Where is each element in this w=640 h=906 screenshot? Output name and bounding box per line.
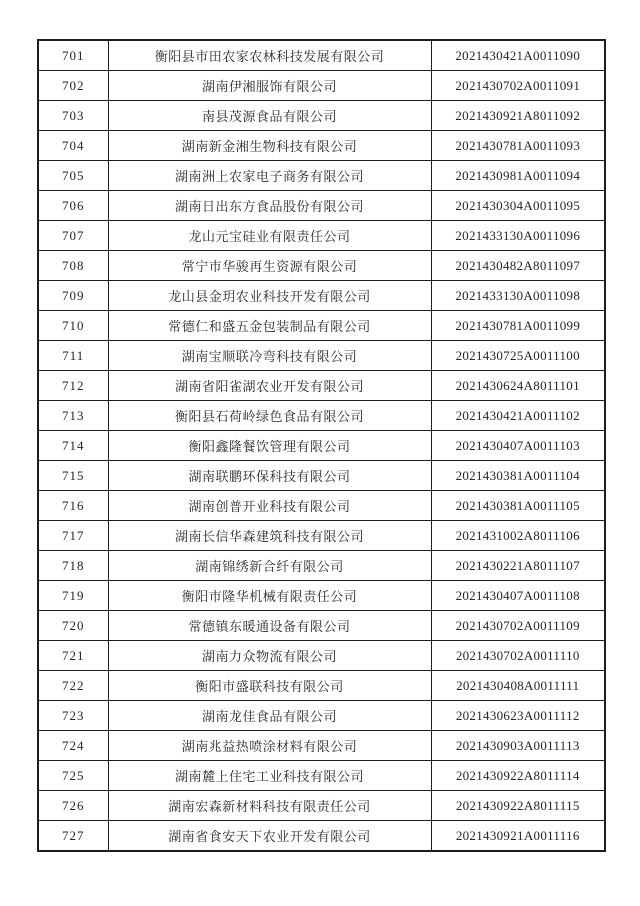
row-number-cell: 709 xyxy=(38,281,108,311)
table-row xyxy=(38,821,605,852)
company-name-cell: 南县茂源食品有限公司 xyxy=(108,101,431,131)
row-number-cell: 717 xyxy=(38,521,108,551)
table-row xyxy=(38,701,605,731)
table-row xyxy=(38,611,605,641)
table-row xyxy=(38,521,605,551)
row-number-cell: 716 xyxy=(38,491,108,521)
row-number-cell: 706 xyxy=(38,191,108,221)
registration-code-cell: 2021431002A8011106 xyxy=(431,521,605,551)
row-number-cell: 705 xyxy=(38,161,108,191)
registration-code-cell: 2021430421A0011102 xyxy=(431,401,605,431)
company-name-cell: 湖南省阳雀湖农业开发有限公司 xyxy=(108,371,431,401)
table-row xyxy=(38,131,605,161)
row-number-cell: 702 xyxy=(38,71,108,101)
registration-code-cell: 2021430921A8011092 xyxy=(431,101,605,131)
registration-code-cell: 2021430421A0011090 xyxy=(431,40,605,71)
company-name-cell: 湖南长信华森建筑科技有限公司 xyxy=(108,521,431,551)
registration-code-cell: 2021430702A0011109 xyxy=(431,611,605,641)
company-name-cell: 湖南日出东方食品股份有限公司 xyxy=(108,191,431,221)
row-number-cell: 719 xyxy=(38,581,108,611)
row-number-cell: 703 xyxy=(38,101,108,131)
row-number-cell: 708 xyxy=(38,251,108,281)
company-name-cell: 湖南新金湘生物科技有限公司 xyxy=(108,131,431,161)
table-row xyxy=(38,581,605,611)
company-name-cell: 常德仁和盛五金包装制品有限公司 xyxy=(108,311,431,341)
registration-code-cell: 2021430922A8011114 xyxy=(431,761,605,791)
table-row xyxy=(38,40,605,71)
table-row xyxy=(38,161,605,191)
company-name-cell: 湖南力众物流有限公司 xyxy=(108,641,431,671)
company-name-cell: 龙山县金玥农业科技开发有限公司 xyxy=(108,281,431,311)
table-row xyxy=(38,251,605,281)
registration-code-cell: 2021430781A0011099 xyxy=(431,311,605,341)
table-row xyxy=(38,461,605,491)
table-row xyxy=(38,371,605,401)
company-name-cell: 湖南省食安天下农业开发有限公司 xyxy=(108,821,431,852)
registration-code-cell: 2021430408A0011111 xyxy=(431,671,605,701)
table-row xyxy=(38,551,605,581)
row-number-cell: 718 xyxy=(38,551,108,581)
row-number-cell: 713 xyxy=(38,401,108,431)
registration-code-cell: 2021430921A0011116 xyxy=(431,821,605,852)
row-number-cell: 711 xyxy=(38,341,108,371)
row-number-cell: 707 xyxy=(38,221,108,251)
registration-code-cell: 2021433130A0011096 xyxy=(431,221,605,251)
company-name-cell: 常宁市华骏再生资源有限公司 xyxy=(108,251,431,281)
company-name-cell: 湖南宏森新材料科技有限责任公司 xyxy=(108,791,431,821)
company-name-cell: 衡阳县石荷岭绿色食品有限公司 xyxy=(108,401,431,431)
row-number-cell: 726 xyxy=(38,791,108,821)
row-number-cell: 725 xyxy=(38,761,108,791)
table-row xyxy=(38,221,605,251)
company-table-body xyxy=(38,40,605,851)
registration-code-cell: 2021430903A0011113 xyxy=(431,731,605,761)
registration-code-cell: 2021430781A0011093 xyxy=(431,131,605,161)
registration-code-cell: 2021430624A8011101 xyxy=(431,371,605,401)
table-row xyxy=(38,671,605,701)
row-number-cell: 715 xyxy=(38,461,108,491)
registration-code-cell: 2021430981A0011094 xyxy=(431,161,605,191)
registration-code-cell: 2021430702A0011110 xyxy=(431,641,605,671)
table-row xyxy=(38,311,605,341)
company-name-cell: 湖南龙佳食品有限公司 xyxy=(108,701,431,731)
company-name-cell: 湖南麓上住宅工业科技有限公司 xyxy=(108,761,431,791)
row-number-cell: 723 xyxy=(38,701,108,731)
table-row xyxy=(38,731,605,761)
row-number-cell: 721 xyxy=(38,641,108,671)
company-name-cell: 湖南兆益热喷涂材料有限公司 xyxy=(108,731,431,761)
table-row xyxy=(38,101,605,131)
table-row xyxy=(38,341,605,371)
registration-code-cell: 2021430702A0011091 xyxy=(431,71,605,101)
row-number-cell: 724 xyxy=(38,731,108,761)
table-row xyxy=(38,71,605,101)
company-name-cell: 湖南锦绣新合纤有限公司 xyxy=(108,551,431,581)
registration-code-cell: 2021430482A8011097 xyxy=(431,251,605,281)
table-row xyxy=(38,761,605,791)
registration-code-cell: 2021430407A0011108 xyxy=(431,581,605,611)
table-row xyxy=(38,281,605,311)
registration-code-cell: 2021430381A0011104 xyxy=(431,461,605,491)
company-name-cell: 湖南伊湘服饰有限公司 xyxy=(108,71,431,101)
row-number-cell: 704 xyxy=(38,131,108,161)
company-name-cell: 衡阳县市田农家农林科技发展有限公司 xyxy=(108,40,431,71)
registration-code-cell: 2021433130A0011098 xyxy=(431,281,605,311)
registration-code-cell: 2021430725A0011100 xyxy=(431,341,605,371)
registration-code-cell: 2021430221A8011107 xyxy=(431,551,605,581)
company-name-cell: 龙山元宝硅业有限责任公司 xyxy=(108,221,431,251)
table-row xyxy=(38,641,605,671)
company-name-cell: 湖南洲上农家电子商务有限公司 xyxy=(108,161,431,191)
company-name-cell: 衡阳鑫隆餐饮管理有限公司 xyxy=(108,431,431,461)
company-name-cell: 湖南联鹏环保科技有限公司 xyxy=(108,461,431,491)
company-name-cell: 衡阳市盛联科技有限公司 xyxy=(108,671,431,701)
registration-code-cell: 2021430407A0011103 xyxy=(431,431,605,461)
company-name-cell: 湖南创普开业科技有限公司 xyxy=(108,491,431,521)
table-row xyxy=(38,431,605,461)
row-number-cell: 727 xyxy=(38,821,108,852)
registration-code-cell: 2021430623A0011112 xyxy=(431,701,605,731)
row-number-cell: 714 xyxy=(38,431,108,461)
row-number-cell: 720 xyxy=(38,611,108,641)
company-name-cell: 常德镇东暖通设备有限公司 xyxy=(108,611,431,641)
company-name-cell: 衡阳市隆华机械有限责任公司 xyxy=(108,581,431,611)
registration-code-cell: 2021430304A0011095 xyxy=(431,191,605,221)
table-row xyxy=(38,401,605,431)
registration-code-cell: 2021430922A8011115 xyxy=(431,791,605,821)
company-table xyxy=(37,39,606,852)
company-name-cell: 湖南宝顺联冷弯科技有限公司 xyxy=(108,341,431,371)
row-number-cell: 722 xyxy=(38,671,108,701)
table-row xyxy=(38,491,605,521)
row-number-cell: 701 xyxy=(38,40,108,71)
row-number-cell: 712 xyxy=(38,371,108,401)
row-number-cell: 710 xyxy=(38,311,108,341)
registration-code-cell: 2021430381A0011105 xyxy=(431,491,605,521)
table-row xyxy=(38,191,605,221)
table-row xyxy=(38,791,605,821)
